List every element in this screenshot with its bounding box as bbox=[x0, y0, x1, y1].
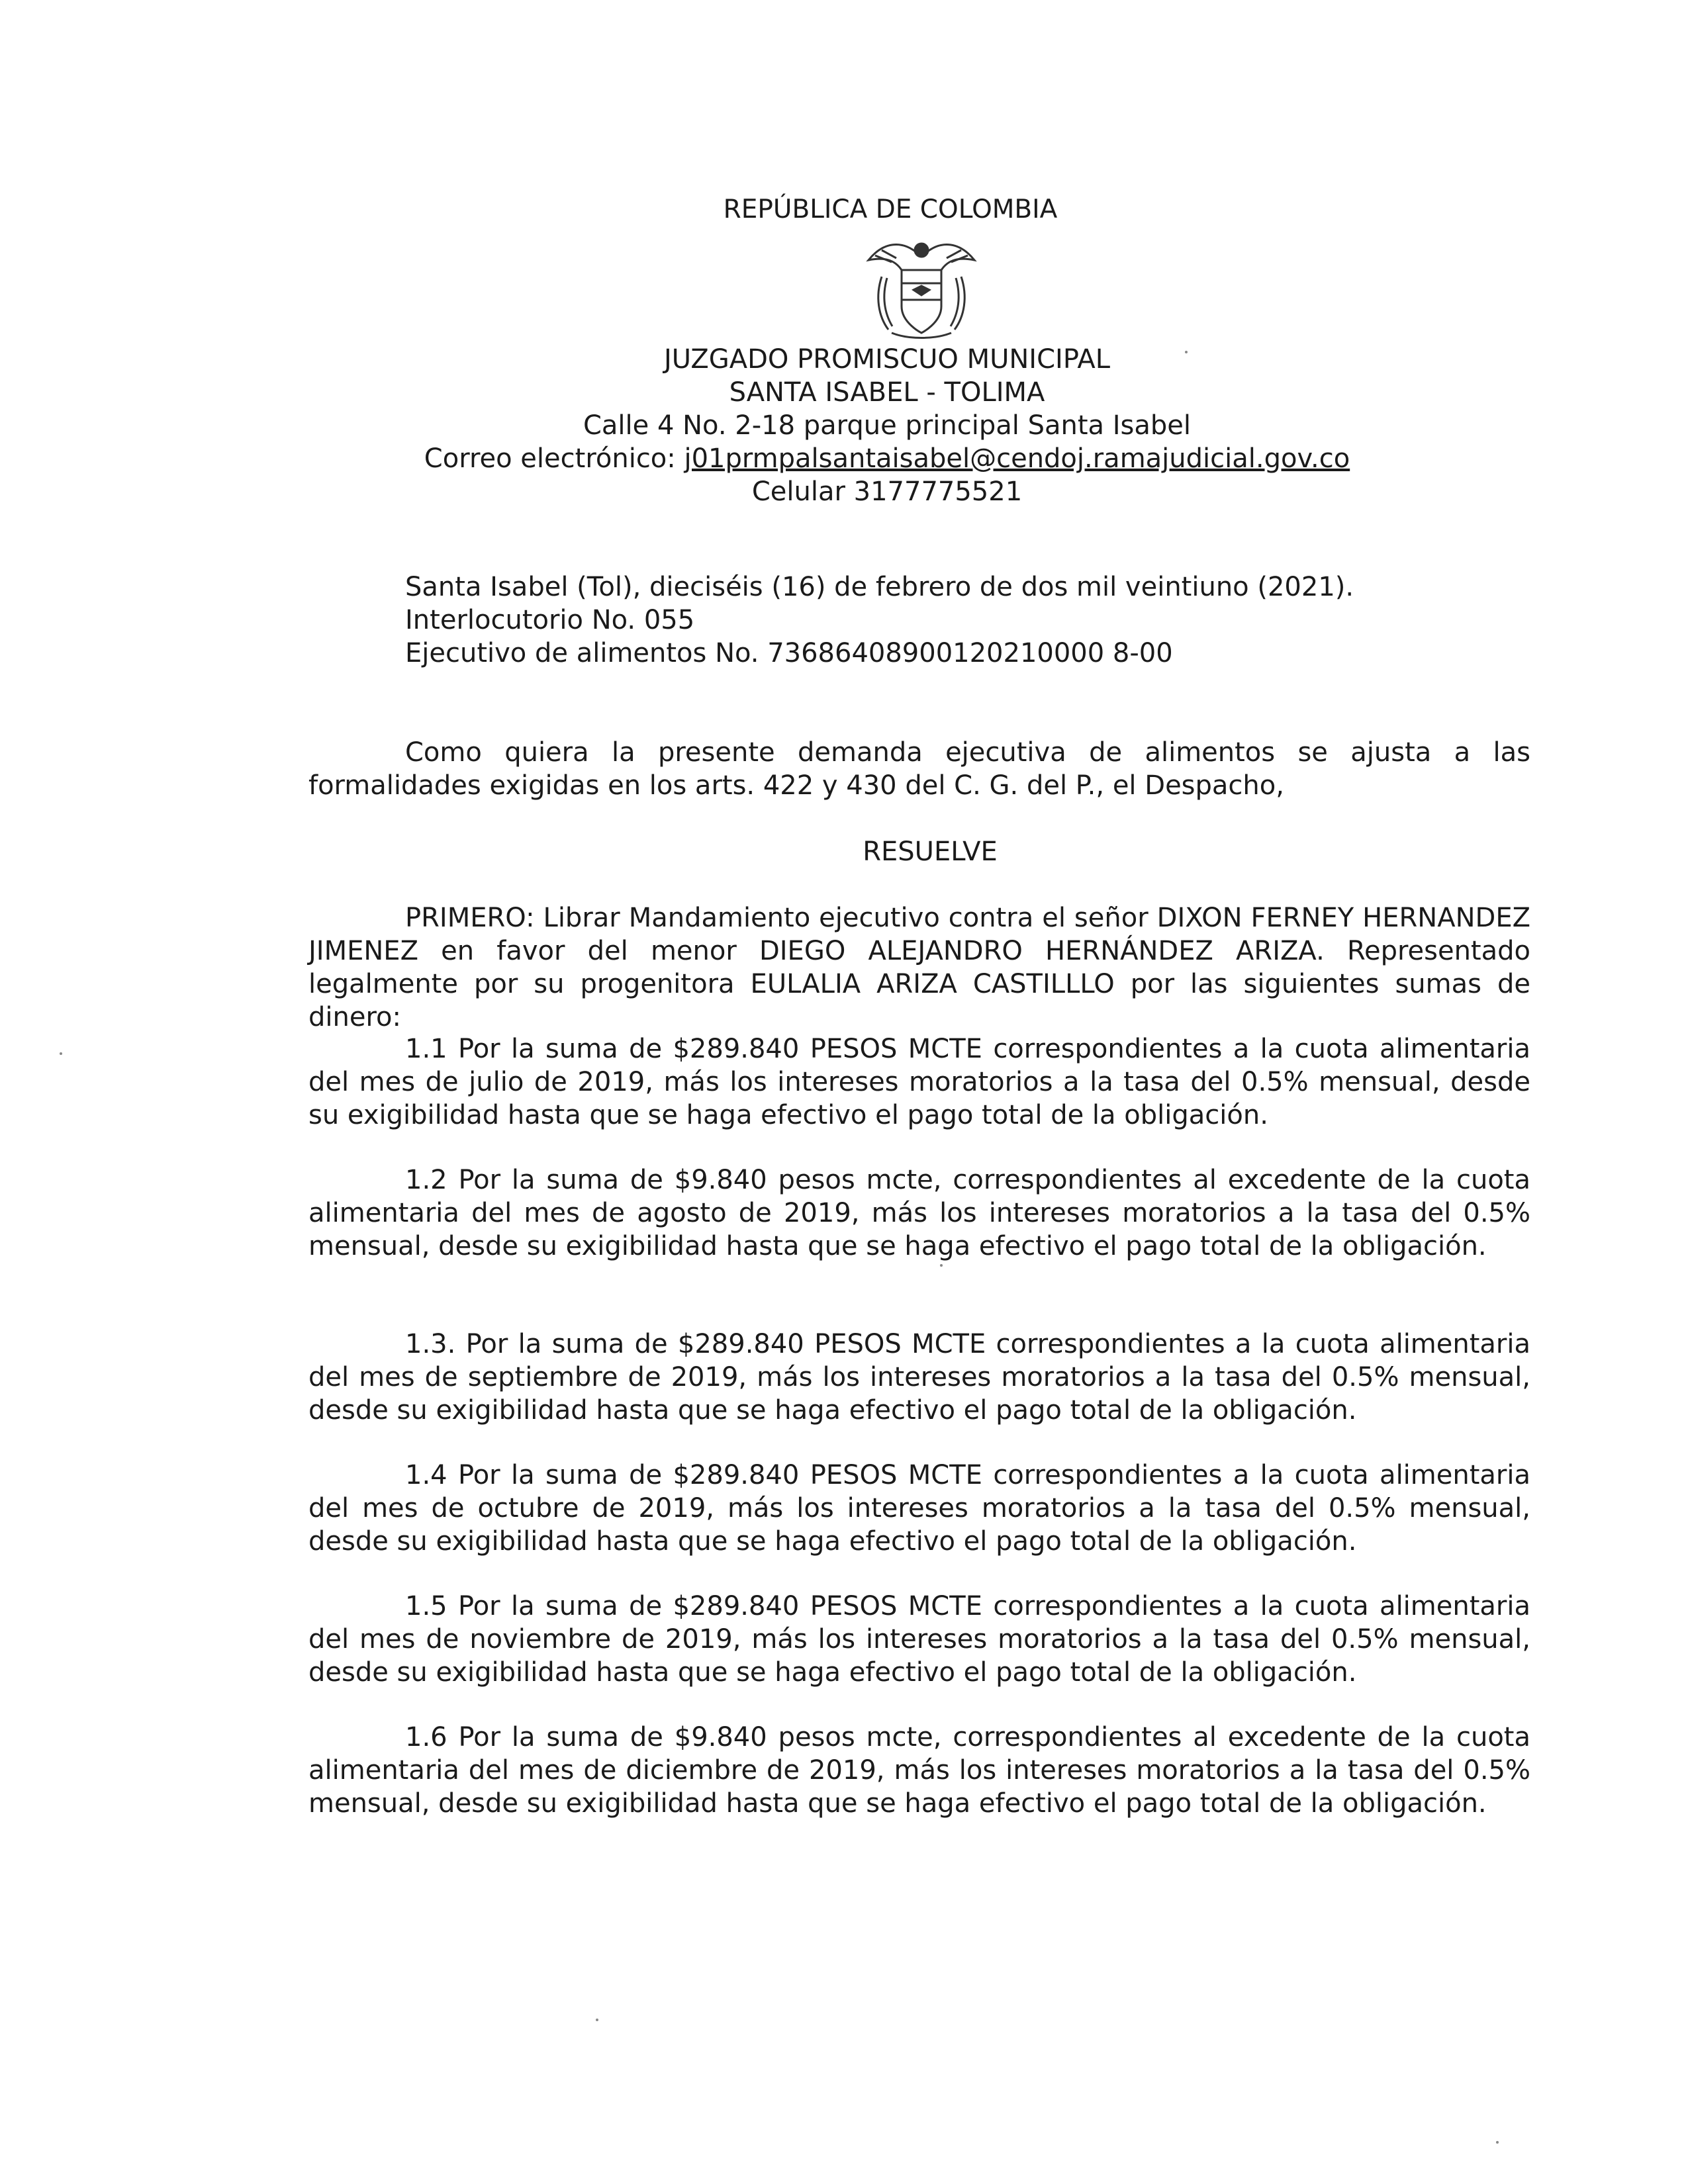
scan-speck bbox=[940, 1264, 943, 1267]
phone-number: Celular 3177775521 bbox=[751, 477, 1023, 507]
case-reference-block bbox=[405, 570, 1530, 670]
court-location: SANTA ISABEL - TOLIMA bbox=[729, 377, 1045, 408]
case-number: Ejecutivo de alimentos No. 73686408900120210000 8-00 bbox=[405, 638, 1173, 668]
primero-block bbox=[308, 901, 1530, 1034]
list-item: 1.5 Por la suma de $289.840 PESOS MCTE correspondientes a la cuota alimentaria del mes de noviembre de 2019, más los intereses moratorios a la tasa del 0.5% mensual, desde su exigibilidad hasta que se haga efectivo el pago total de la obligación. bbox=[308, 1591, 1530, 1688]
intro-block bbox=[308, 736, 1530, 802]
primero-paragraph: PRIMERO: Librar Mandamiento ejecutivo contra el señor DIXON FERNEY HERNANDEZ JIMENEZ en favor del menor DIEGO ALEJANDRO HERNÁNDEZ ARIZA. Representado legalmente por su progenitora EULALIA ARIZA CASTILLLO por las siguientes sumas de dinero: bbox=[308, 903, 1530, 1032]
list-item: 1.6 Por la suma de $9.840 pesos mcte, correspondientes al excedente de la cuota alimentaria del mes de diciembre de 2019, más los intereses moratorios a la tasa del 0.5% mensual, desde su exigibilidad hasta que se haga efectivo el pago total de la obligación. bbox=[308, 1722, 1530, 1819]
item-1-4 bbox=[308, 1459, 1530, 1558]
court-name: JUZGADO PROMISCUO MUNICIPAL bbox=[663, 344, 1111, 375]
resuelve-heading: RESUELVE bbox=[863, 837, 998, 867]
item-1-3 bbox=[308, 1328, 1530, 1427]
court-address: Calle 4 No. 2-18 parque principal Santa Isabel bbox=[583, 410, 1192, 441]
intro-paragraph: Como quiera la presente demanda ejecutiva de alimentos se ajusta a las formalidades exigidas en los arts. 422 y 430 del C. G. del P., el Despacho, bbox=[308, 737, 1530, 801]
item-1-1 bbox=[308, 1032, 1530, 1132]
email-link[interactable]: j01prmpalsantaisabel@cendoj.ramajudicial.gov.co bbox=[684, 443, 1350, 474]
list-item: 1.2 Por la suma de $9.840 pesos mcte, correspondientes al excedente de la cuota alimentaria del mes de agosto de 2019, más los intereses moratorios a la tasa del 0.5% mensual, desde su exigibilidad hasta que se haga efectivo el pago total de la obligación. bbox=[308, 1165, 1530, 1261]
date-line: Santa Isabel (Tol), dieciséis (16) de febrero de dos mil veintiuno (2021). bbox=[405, 572, 1354, 602]
scan-speck bbox=[60, 1052, 62, 1055]
item-1-5 bbox=[308, 1590, 1530, 1689]
scan-speck bbox=[596, 2019, 598, 2021]
coat-of-arms-of-colombia-icon bbox=[855, 230, 988, 343]
email-label: Correo electrónico: bbox=[424, 443, 684, 474]
item-1-2 bbox=[308, 1163, 1530, 1263]
document-header bbox=[0, 193, 1688, 508]
email-line bbox=[86, 442, 1688, 475]
interlocutorio-number: Interlocutorio No. 055 bbox=[405, 605, 695, 635]
republic-title: REPÚBLICA DE COLOMBIA bbox=[723, 195, 1058, 224]
scan-speck bbox=[1185, 351, 1188, 353]
scan-speck bbox=[1496, 2141, 1499, 2144]
list-item: 1.4 Por la suma de $289.840 PESOS MCTE correspondientes a la cuota alimentaria del mes de octubre de 2019, más los intereses moratorios a la tasa del 0.5% mensual, desde su exigibilidad hasta que se haga efectivo el pago total de la obligación. bbox=[308, 1460, 1530, 1557]
list-item: 1.1 Por la suma de $289.840 PESOS MCTE correspondientes a la cuota alimentaria del mes de julio de 2019, más los intereses moratorios a la tasa del 0.5% mensual, desde su exigibilidad hasta que se haga efectivo el pago total de la obligación. bbox=[308, 1034, 1530, 1130]
item-1-6 bbox=[308, 1721, 1530, 1820]
list-item: 1.3. Por la suma de $289.840 PESOS MCTE correspondientes a la cuota alimentaria del mes de septiembre de 2019, más los intereses moratorios a la tasa del 0.5% mensual, desde su exigibilidad hasta que se haga efectivo el pago total de la obligación. bbox=[308, 1329, 1530, 1426]
